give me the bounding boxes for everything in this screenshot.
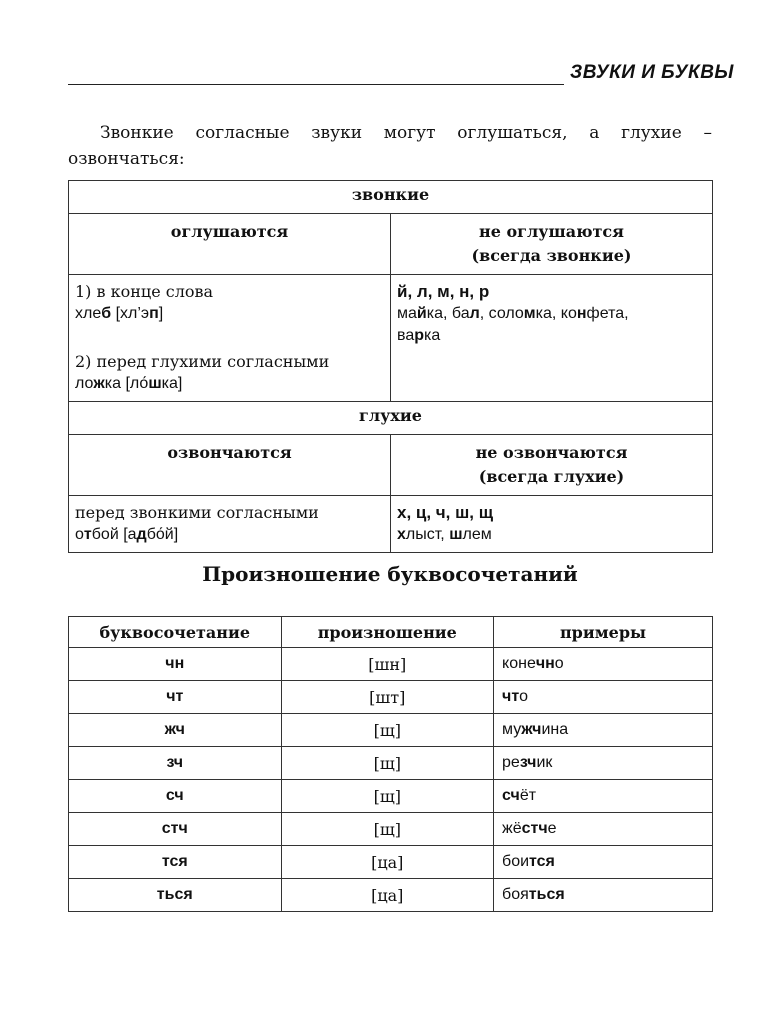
pronunciation-cell: [ца] [281, 846, 494, 879]
sonorant-letters: й, л, м, н, р [397, 282, 490, 301]
header-rule [68, 84, 564, 85]
combination-cell: сч [69, 780, 282, 813]
example-cell: счёт [494, 780, 713, 813]
col-header-combination: буквосочетание [69, 617, 282, 648]
combination-cell: жч [69, 714, 282, 747]
combination-cell: чн [69, 648, 282, 681]
table-row [69, 780, 713, 813]
combination-cell: тся [69, 846, 282, 879]
table-row [69, 714, 713, 747]
table-row [69, 813, 713, 846]
table-row [69, 747, 713, 780]
table-row [69, 681, 713, 714]
sonorant-examples-line1: майка, бал, соломка, конфета, [397, 305, 629, 322]
example-cell: резчик [494, 747, 713, 780]
table-row [69, 846, 713, 879]
not-devoiced-header [391, 214, 713, 275]
rule-before-voiceless: 2) перед глухими согласными [75, 352, 330, 371]
always-voiceless-cell [391, 496, 713, 553]
table-row [69, 648, 713, 681]
pronunciation-cell: [щ] [281, 813, 494, 846]
section-title: Произношение буквосочетаний [202, 562, 578, 586]
voicing-rule-cell [69, 496, 391, 553]
devoiced-header-text: оглушаются [170, 222, 289, 241]
voiceless-letters: х, ц, ч, ш, щ [397, 503, 494, 522]
devoiced-header [69, 214, 391, 275]
page-header-title: ЗВУКИ И БУКВЫ [570, 62, 734, 83]
always-voiced-cell [391, 275, 713, 402]
example-otboy: отбой [адбо́й] [75, 526, 179, 543]
pronunciation-cell: [щ] [281, 780, 494, 813]
table-row [69, 879, 713, 912]
voiced-voiceless-table [68, 180, 713, 553]
voiced-up-header-text: озвончаются [167, 443, 292, 462]
combination-cell: стч [69, 813, 282, 846]
rule-before-voiced: перед звонкими согласными [75, 503, 319, 522]
example-khleb: хлеб [хл’эп] [75, 305, 164, 322]
example-cell: боится [494, 846, 713, 879]
col-header-pronunciation: произношение [281, 617, 494, 648]
pronunciation-cell: [щ] [281, 747, 494, 780]
voiced-up-header [69, 435, 391, 496]
combos-header-row [69, 617, 713, 648]
voiced-title: звонкие [69, 181, 713, 214]
letter-combinations-table [68, 616, 713, 912]
sonorant-examples-line2: варка [397, 327, 441, 344]
example-cell: мужчина [494, 714, 713, 747]
not-voiced-up-header-line2: (всегда глухие) [478, 467, 625, 486]
intro-paragraph: Звонкие согласные звуки могут оглушаться, а глухие – озвончаться: [68, 123, 712, 169]
not-voiced-up-header-line1: не озвончаются [475, 443, 628, 462]
example-cell: жёстче [494, 813, 713, 846]
not-devoiced-header-line1: не оглушаются [479, 222, 624, 241]
voiceless-examples: хлыст, шлем [397, 526, 492, 543]
example-cell: что [494, 681, 713, 714]
pronunciation-cell: [щ] [281, 714, 494, 747]
voiceless-title: глухие [69, 402, 713, 435]
col-header-examples: примеры [494, 617, 713, 648]
not-voiced-up-header [391, 435, 713, 496]
combination-cell: зч [69, 747, 282, 780]
pronunciation-cell: [шн] [281, 648, 494, 681]
pronunciation-cell: [ца] [281, 879, 494, 912]
rule-word-end: 1) в конце слова [75, 282, 214, 301]
devoicing-rules-cell [69, 275, 391, 402]
example-lozhka: ложка [ло́шка] [75, 375, 183, 392]
pronunciation-cell: [шт] [281, 681, 494, 714]
combination-cell: чт [69, 681, 282, 714]
not-devoiced-header-line2: (всегда звонкие) [471, 246, 632, 265]
example-cell: конечно [494, 648, 713, 681]
example-cell: бояться [494, 879, 713, 912]
combination-cell: ться [69, 879, 282, 912]
